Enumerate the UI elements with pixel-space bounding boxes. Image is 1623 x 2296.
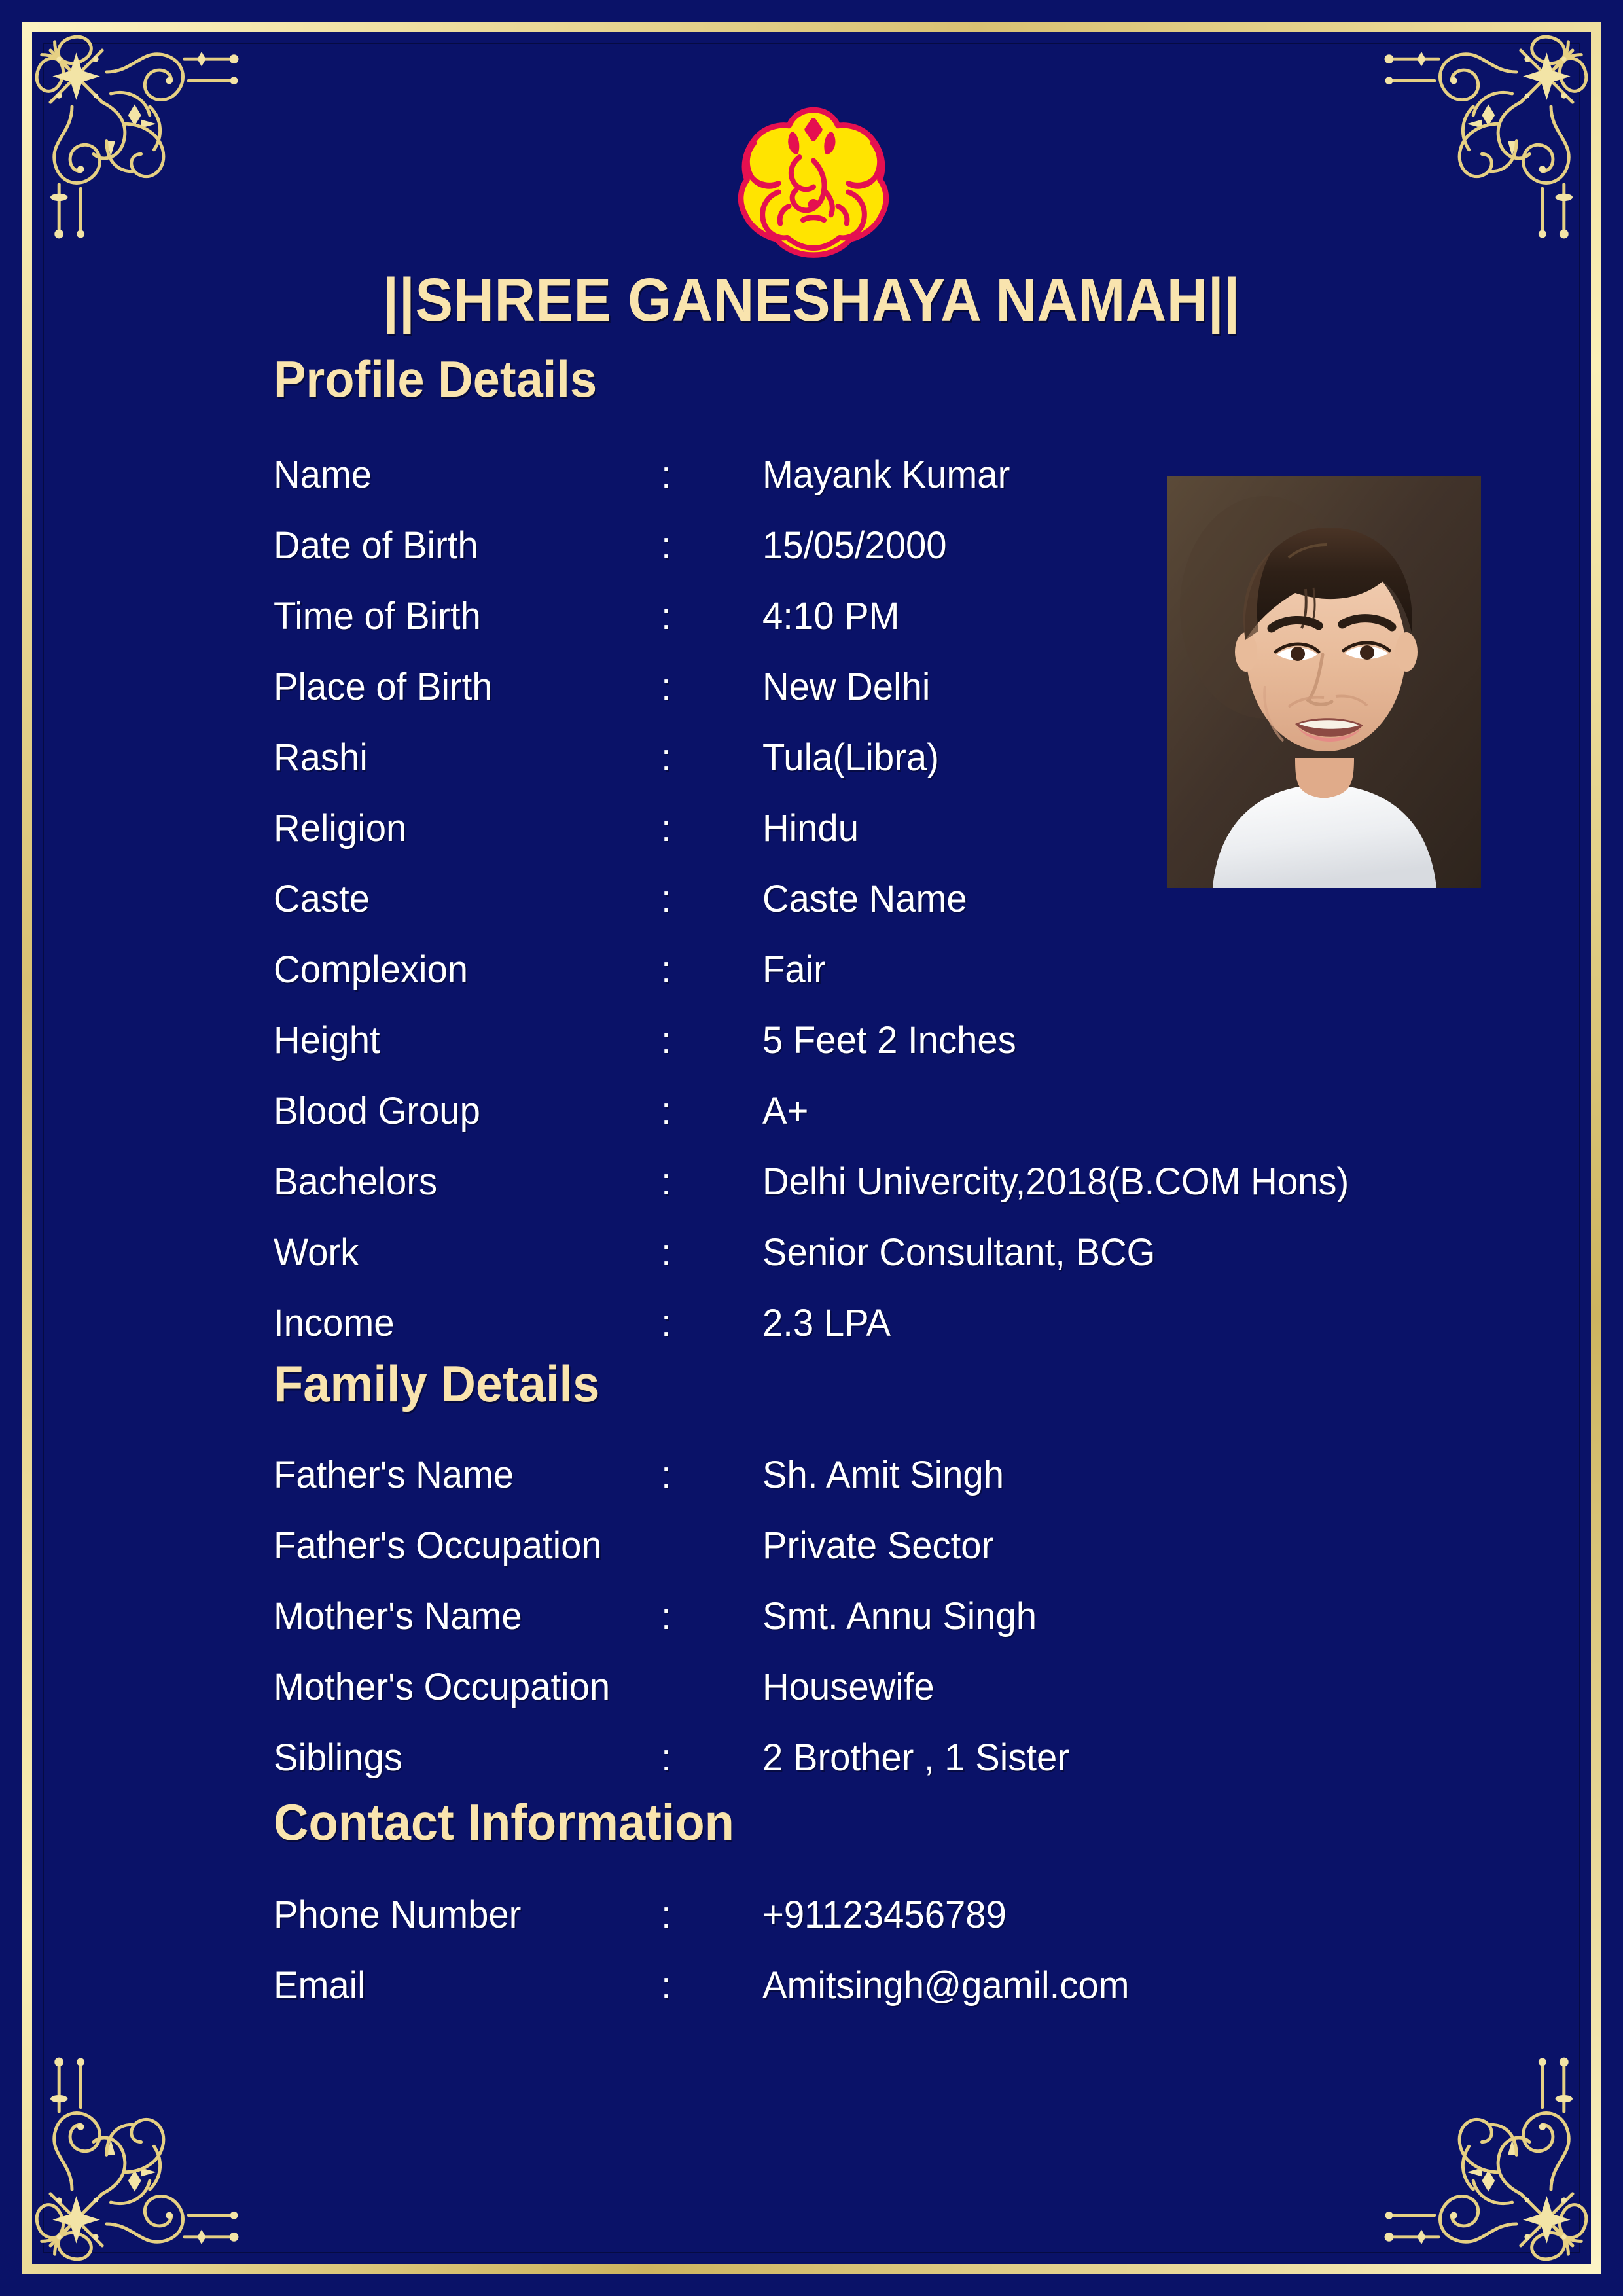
detail-label: Father's Occupation [274, 1524, 602, 1567]
detail-value: +91123456789 [762, 1893, 1007, 1936]
detail-label: Place of Birth [274, 666, 493, 708]
detail-label: Father's Name [274, 1454, 514, 1496]
detail-separator: : [661, 454, 672, 496]
detail-value: 4:10 PM [762, 595, 900, 637]
detail-label: Complexion [274, 948, 469, 991]
detail-separator: : [661, 948, 672, 991]
detail-label: Mother's Occupation [274, 1666, 611, 1708]
detail-row [274, 440, 1517, 511]
detail-separator: : [661, 1964, 672, 2007]
detail-separator: : [661, 1736, 672, 1779]
detail-value: Caste Name [762, 878, 967, 920]
detail-row [274, 1652, 1517, 1723]
detail-value: 2 Brother , 1 Sister [762, 1736, 1070, 1779]
detail-label: Email [274, 1964, 366, 2007]
detail-row [274, 1076, 1517, 1147]
detail-label: Mother's Name [274, 1595, 522, 1638]
detail-label: Date of Birth [274, 524, 478, 567]
detail-separator: : [661, 1231, 672, 1274]
family-details-list [274, 1440, 1517, 1793]
detail-value: 5 Feet 2 Inches [762, 1019, 1016, 1062]
detail-separator: : [661, 1302, 672, 1344]
detail-row [274, 864, 1517, 935]
detail-label: Income [274, 1302, 395, 1344]
detail-row [274, 1511, 1517, 1581]
detail-value: Smt. Annu Singh [762, 1595, 1037, 1638]
detail-row [274, 1288, 1517, 1359]
detail-value: Housewife [762, 1666, 935, 1708]
detail-label: Blood Group [274, 1090, 480, 1132]
detail-separator: : [661, 807, 672, 850]
detail-row [274, 1147, 1517, 1217]
ganesha-icon [725, 105, 902, 259]
detail-label: Caste [274, 878, 370, 920]
detail-separator: : [661, 1019, 672, 1062]
detail-label: Time of Birth [274, 595, 481, 637]
detail-value: 15/05/2000 [762, 524, 947, 567]
section-heading-profile: Profile Details [274, 350, 597, 408]
detail-label: Siblings [274, 1736, 403, 1779]
detail-row [274, 1581, 1517, 1652]
detail-value: Amitsingh@gamil.com [762, 1964, 1130, 2007]
detail-row [274, 581, 1517, 652]
detail-value: Hindu [762, 807, 859, 850]
detail-separator: : [661, 1160, 672, 1203]
detail-row [274, 1217, 1517, 1288]
detail-label: Bachelors [274, 1160, 438, 1203]
detail-separator: : [661, 1454, 672, 1496]
detail-separator: : [661, 595, 672, 637]
contact-information-list [274, 1880, 1517, 2021]
detail-row [274, 652, 1517, 723]
detail-separator: : [661, 1090, 672, 1132]
detail-value: Senior Consultant, BCG [762, 1231, 1156, 1274]
page-title: ||SHREE GANESHAYA NAMAH|| [383, 266, 1240, 334]
detail-value: Sh. Amit Singh [762, 1454, 1005, 1496]
profile-details-list [274, 440, 1517, 1359]
detail-separator: : [661, 1595, 672, 1638]
detail-row [274, 511, 1517, 581]
detail-label: Rashi [274, 736, 368, 779]
detail-separator: : [661, 666, 672, 708]
detail-label: Name [274, 454, 372, 496]
detail-row [274, 1723, 1517, 1793]
detail-value: Private Sector [762, 1524, 994, 1567]
detail-row [274, 1440, 1517, 1511]
section-heading-family: Family Details [274, 1355, 600, 1412]
detail-value: Delhi Univercity,2018(B.COM Hons) [762, 1160, 1349, 1203]
detail-value: 2.3 LPA [762, 1302, 891, 1344]
detail-label: Height [274, 1019, 380, 1062]
detail-value: New Delhi [762, 666, 931, 708]
detail-row [274, 935, 1517, 1005]
section-heading-contact: Contact Information [274, 1793, 734, 1851]
detail-value: Tula(Libra) [762, 736, 939, 779]
detail-value: Fair [762, 948, 826, 991]
detail-value: Mayank Kumar [762, 454, 1010, 496]
detail-label: Religion [274, 807, 407, 850]
detail-row [274, 723, 1517, 793]
detail-row [274, 1950, 1517, 2021]
detail-row [274, 1880, 1517, 1950]
detail-row [274, 1005, 1517, 1076]
detail-separator: : [661, 524, 672, 567]
detail-separator: : [661, 878, 672, 920]
detail-separator: : [661, 736, 672, 779]
detail-label: Phone Number [274, 1893, 522, 1936]
detail-separator: : [661, 1893, 672, 1936]
detail-value: A+ [762, 1090, 809, 1132]
detail-label: Work [274, 1231, 359, 1274]
detail-row [274, 793, 1517, 864]
